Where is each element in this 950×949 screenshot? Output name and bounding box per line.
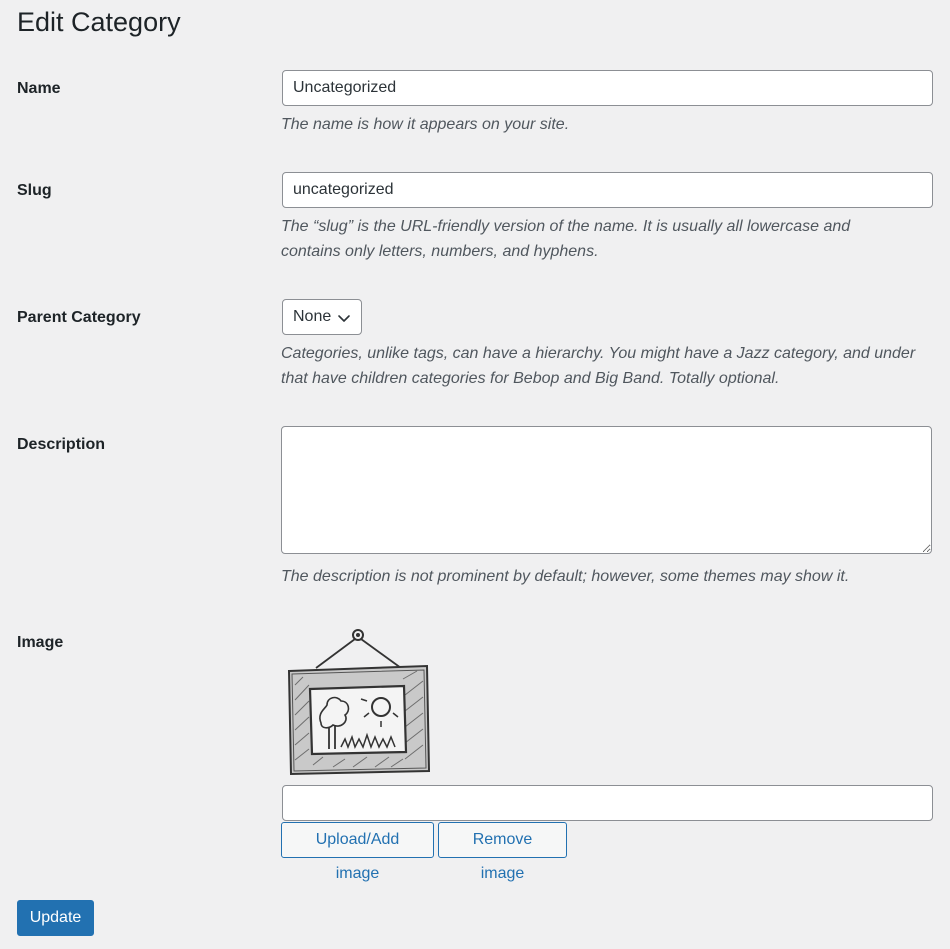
remove-image-button[interactable]: Remove image [438,822,567,858]
parent-category-label: Parent Category [17,309,141,326]
image-url-input[interactable] [282,785,933,821]
upload-add-image-button[interactable]: Upload/Add image [281,822,434,858]
slug-input[interactable] [282,172,933,208]
parent-category-selected-value: None [293,308,332,325]
framed-picture-sketch-icon [283,625,435,777]
description-label: Description [17,436,106,453]
description-help-text: The description is not prominent by default; however, some themes may show it. [281,568,850,585]
slug-label: Slug [17,182,52,199]
update-button[interactable]: Update [17,900,94,936]
page-title: Edit Category [17,7,181,37]
description-textarea[interactable] [281,426,932,554]
parent-category-select[interactable] [282,299,362,335]
name-help-text: The name is how it appears on your site. [281,116,570,133]
image-label: Image [17,634,64,651]
slug-help-text: The “slug” is the URL-friendly version of the name. It is usually all lowercase and contains only letters, numbers, and hyphens. [281,218,851,260]
chevron-down-icon [337,311,351,325]
name-input[interactable] [282,70,933,106]
parent-category-help-text: Categories, unlike tags, can have a hierarchy. You might have a Jazz category, and under that have children categories for Bebop and Big Band. Totally optional. [281,345,916,387]
name-label: Name [17,80,61,97]
